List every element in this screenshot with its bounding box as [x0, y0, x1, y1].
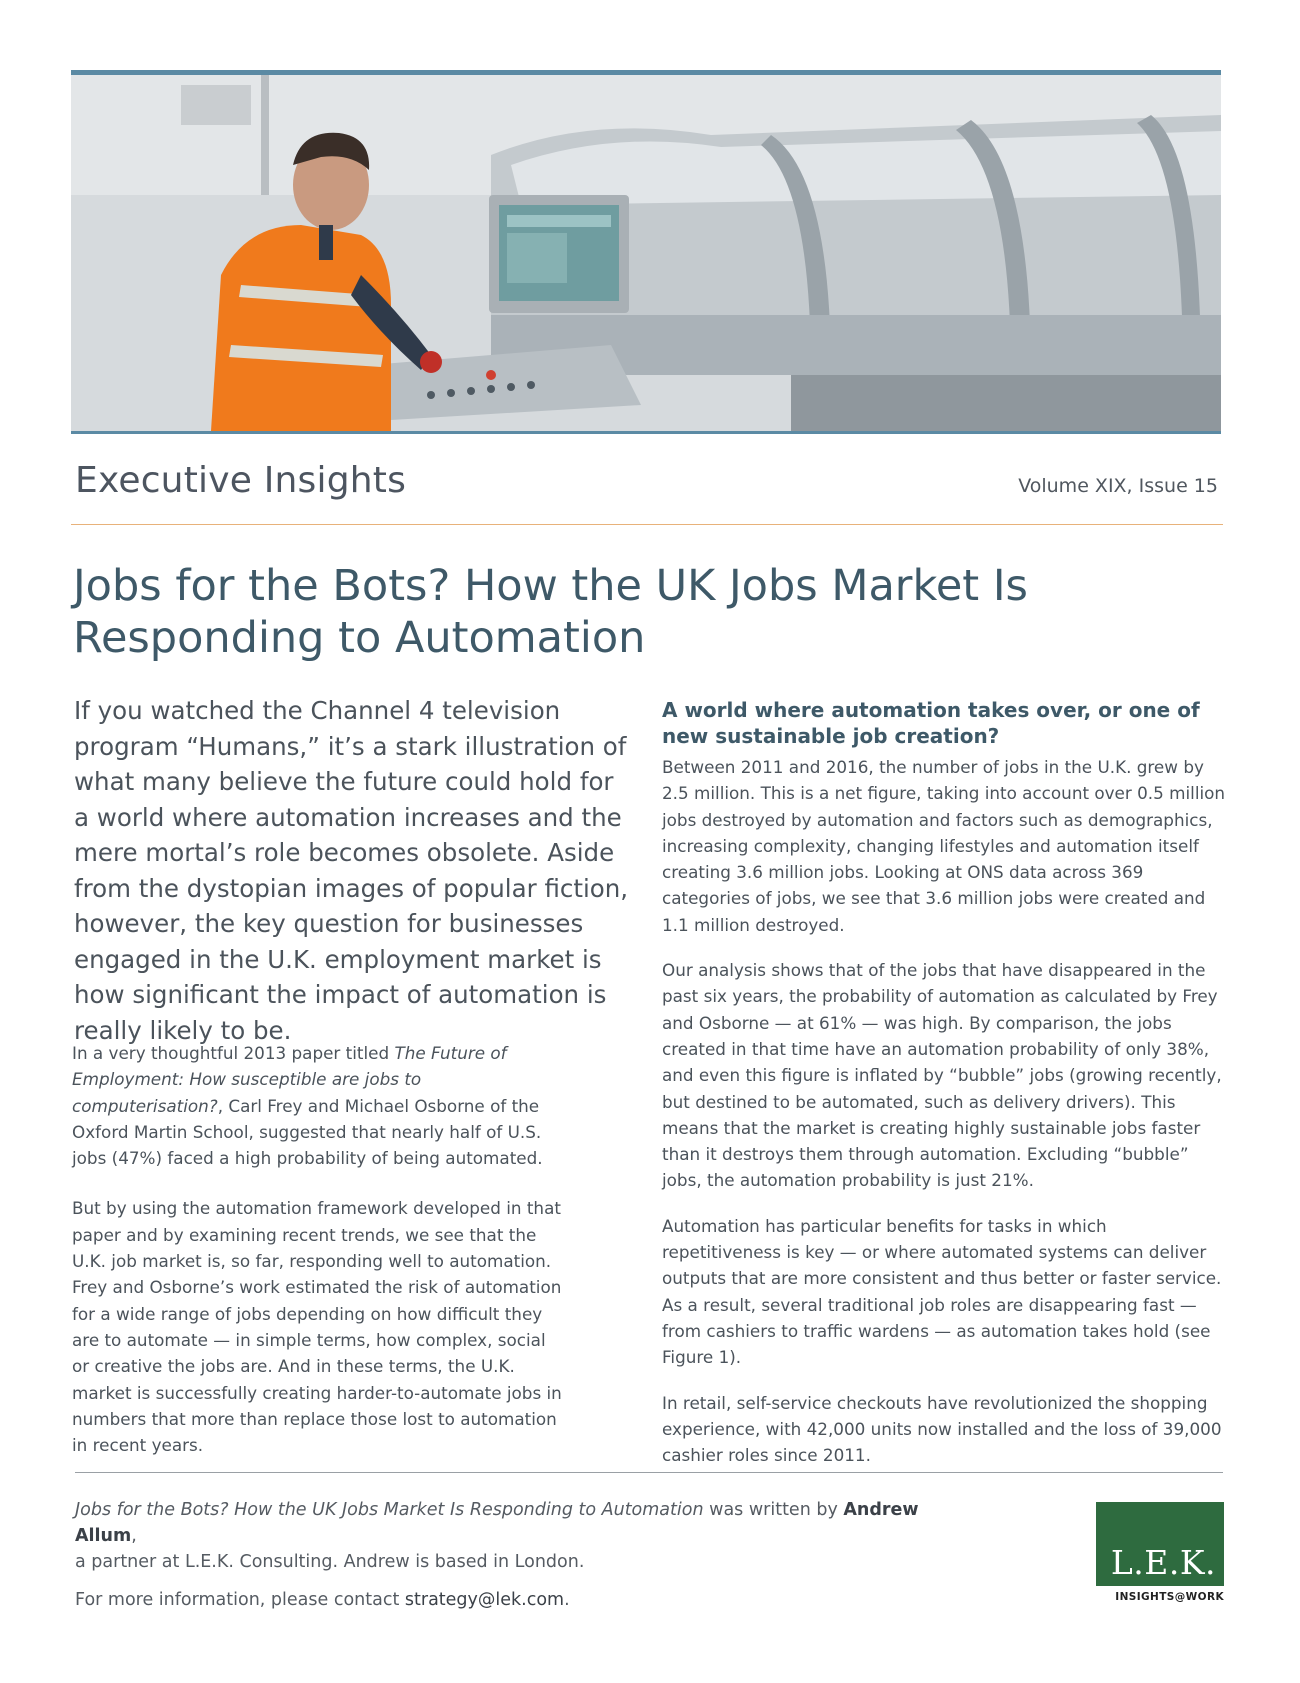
right-column — [662, 697, 1230, 1487]
body-paragraph — [72, 1040, 562, 1171]
body-paragraph: Our analysis shows that of the jobs that have disappeared in the past six years, the probability of automation as calculated by Frey and Osborne — at 61% — was high. By comparison, the jobs created in that time have an automation probability of only 38%, and even this figure is inflated by “bubble” jobs (growing recently, but destined to be automated, such as delivery drivers). This means that the market is creating highly sustainable jobs faster than it destroys them through automation. Excluding “bubble” jobs, the automation probability is just 21%. — [662, 960, 1222, 1191]
footer-text: was written by — [703, 1500, 844, 1520]
footer-text: , — [131, 1526, 137, 1546]
issue-label: Volume XIX, Issue 15 — [1018, 475, 1218, 497]
author-line — [75, 1497, 975, 1575]
author-note — [75, 1497, 975, 1625]
footer-divider — [75, 1472, 1223, 1473]
body-paragraph: In retail, self-service checkouts have revolutionized the shopping experience, with 42,000 units now installed and the loss of 39,000 cashier roles since 2011. — [662, 1392, 1222, 1466]
body-paragraph: But by using the automation framework developed in that paper and by examining recent trends, we see that the U.K. job market is, so far, responding well to automation. Frey and Osborne’s work estimated the risk of automation for a wide range of jobs depending on how difficult they are to automate — in simple terms, how complex, social or creative the jobs are. And in these terms, the U.K. market is successfully creating harder-to-automate jobs in numbers that more than replace those lost to automation in recent years. — [72, 1198, 562, 1456]
publication-series: Executive Insights — [75, 460, 407, 501]
contact-line — [75, 1587, 975, 1613]
footer-article-title: Jobs for the Bots? How the UK Jobs Market Is Responding to Automation — [75, 1500, 704, 1520]
header-divider — [71, 524, 1223, 525]
factory-worker-illustration — [71, 75, 1221, 431]
lede-paragraph: If you watched the Channel 4 television program “Humans,” it’s a stark illustration of what many believe the future could hold for a world where automation increases and the mere mortal’s role becomes obsolete. Aside from the dystopian images of popular fiction, however, the key question for businesses engaged in the U.K. employment market is how significant the impact of automation is really likely to be. — [74, 696, 629, 1045]
contact-email-link[interactable]: strategy@lek.com — [404, 1590, 565, 1610]
left-column — [72, 1040, 562, 1482]
footer-text: For more information, please contact — [75, 1590, 405, 1610]
body-paragraph: Between 2011 and 2016, the number of jobs in the U.K. grew by 2.5 million. This is a net figure, taking into account over 0.5 million jobs destroyed by automation and factors such as demographics, increasing complexity, changing lifestyles and automation itself creating 3.6 million jobs. Looking at ONS data across 369 categories of jobs, we see that 3.6 million jobs were created and 1.1 million destroyed. — [662, 757, 1226, 935]
author-role: a partner at L.E.K. Consulting. Andrew is based in London. — [75, 1552, 585, 1572]
body-paragraph: Automation has particular benefits for tasks in which repetitiveness is key — or where automated systems can deliver outputs that are more consistent and thus better or faster service. As a result, several traditional job roles are disappearing fast — from cashiers to traffic wardens — as automation takes hold (see Figure 1). — [662, 1215, 1222, 1368]
author-name: Andrew Allum — [75, 1500, 919, 1546]
logo-tagline: INSIGHTS@WORK — [1115, 1591, 1224, 1603]
article-title: Jobs for the Bots? How the UK Jobs Market Is Responding to Automation — [73, 561, 1028, 663]
hero-photo — [71, 70, 1221, 434]
body-text: In a very thoughtful 2013 paper titled — [72, 1043, 395, 1063]
lek-logo — [1096, 1502, 1224, 1588]
footer-text: . — [564, 1590, 570, 1610]
paper-title: The Future of Employment: How susceptible are jobs to computerisation? — [72, 1043, 507, 1116]
logo-box — [1096, 1502, 1224, 1586]
section-heading: A world where automation takes over, or one of new sustainable job creation? — [662, 698, 1200, 748]
body-text: , Carl Frey and Michael Osborne of the Oxford Martin School, suggested that nearly half of U.S. jobs (47%) faced a high probability of being automated. — [72, 1095, 543, 1169]
logo-wordmark: L.E.K. — [1110, 1543, 1216, 1582]
